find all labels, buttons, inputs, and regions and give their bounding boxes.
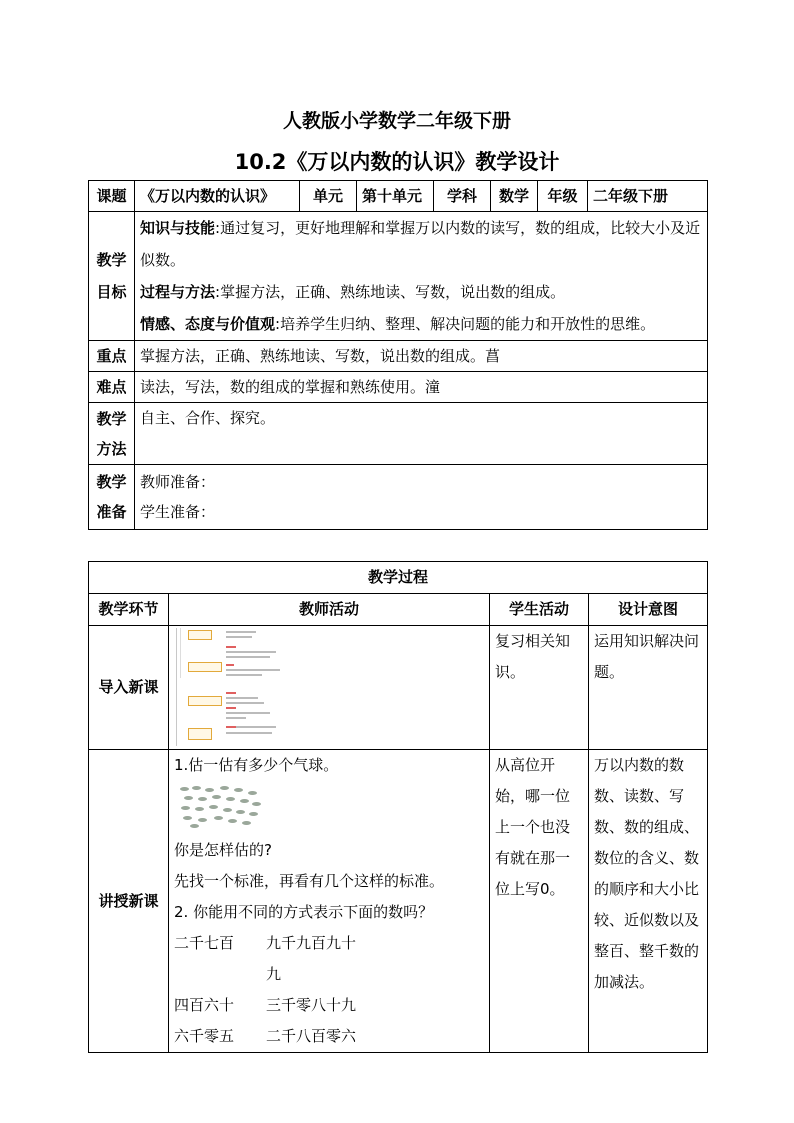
process-header-row [89,594,708,626]
intro-design-intent: 运用知识解决问题。 [589,626,708,750]
number-row [174,928,484,990]
grade-label: 年级 [538,181,588,212]
question-1-hint: 先找一个标准，再看有几个这样的标准。 [174,872,445,890]
teaching-process-table [88,561,708,1053]
balloons-image [178,785,260,829]
methods-text: 自主、合作、探究。 [135,403,708,465]
methods-label: 教学方法 [89,403,135,465]
new-lesson-student-activity: 从高位开始，哪一位上一个也没有就在那一位上写0。 [490,750,589,1053]
number-word: 六千零五 [174,1027,235,1045]
intro-row [89,626,708,750]
process-text: :掌握方法，正确、熟练地读、写数，说出数的组成。 [215,283,566,301]
knowledge-label: 知识与技能 [140,219,216,237]
intro-stage: 导入新课 [89,626,169,750]
col-design: 设计意图 [589,594,708,626]
preparation-label: 教学准备 [89,465,135,530]
lesson-info-table [88,180,708,530]
preparation-content [135,465,708,530]
review-mindmap-image [174,628,298,746]
lesson-title: 10.2《万以内数的认识》教学设计 [234,150,560,174]
question-2: 2. 你能用不同的方式表示下面的数吗？ [174,903,434,921]
objective-process [140,276,702,308]
header-row [89,181,708,212]
number-word: 二千七百 [174,934,235,952]
methods-row [89,403,708,465]
objective-emotion [140,308,702,340]
document-title: 人教版小学数学二年级下册 [282,110,511,132]
emotion-label: 情感、态度与价值观 [140,315,276,333]
number-word: 二千八百零六 [266,1027,357,1045]
objectives-row [89,212,708,341]
key-points-label: 重点 [89,341,135,372]
difficulties-label: 难点 [89,372,135,403]
preparation-row [89,465,708,530]
number-word: 四百六十 [174,996,235,1014]
objectives-content [135,212,708,341]
difficulties-row [89,372,708,403]
new-lesson-design-intent: 万以内数的数数、读数、写数、数的组成、数位的含义、数的顺序和大小比较、近似数以及整百、整千数的加减法。 [589,750,708,1053]
col-teacher: 教师活动 [169,594,490,626]
knowledge-text: :通过复习，更好地理解和掌握万以内数的读写，数的组成，比较大小及近似数。 [140,219,701,269]
unit-label: 单元 [300,181,357,212]
new-lesson-stage: 讲授新课 [89,750,169,1053]
number-row [174,1021,484,1052]
difficulties-text: 读法，写法，数的组成的掌握和熟练使用。潼 [135,372,708,403]
number-word: 九千九百九十九 [266,934,357,983]
emotion-text: :培养学生归纳、整理、解决问题的能力和开放性的思维。 [275,315,656,333]
process-title: 教学过程 [89,562,708,594]
key-points-text: 掌握方法，正确、熟练地读、写数，说出数的组成。菖 [135,341,708,372]
number-row [174,990,484,1021]
student-prep: 学生准备： [140,503,216,521]
objective-knowledge [140,212,702,276]
teacher-prep: 教师准备： [140,473,216,491]
intro-teacher-activity [169,626,490,750]
new-lesson-row [89,750,708,1053]
grade-value: 二年级下册 [588,181,708,212]
col-student: 学生活动 [490,594,589,626]
process-label: 过程与方法 [140,283,216,301]
key-points-row [89,341,708,372]
topic-label: 课题 [89,181,135,212]
question-1-how: 你是怎样估的? [174,841,272,859]
subject-value: 数学 [491,181,538,212]
topic-value: 《万以内数的认识》 [135,181,300,212]
number-word: 三千零八十九 [266,996,357,1014]
objectives-label: 教学目标 [89,212,135,341]
unit-value: 第十单元 [357,181,434,212]
process-title-row [89,562,708,594]
new-lesson-teacher-activity [169,750,490,1053]
subject-label: 学科 [434,181,491,212]
col-stage: 教学环节 [89,594,169,626]
intro-student-activity: 复习相关知识。 [490,626,589,750]
question-1: 1.估一估有多少个气球。 [174,756,339,774]
